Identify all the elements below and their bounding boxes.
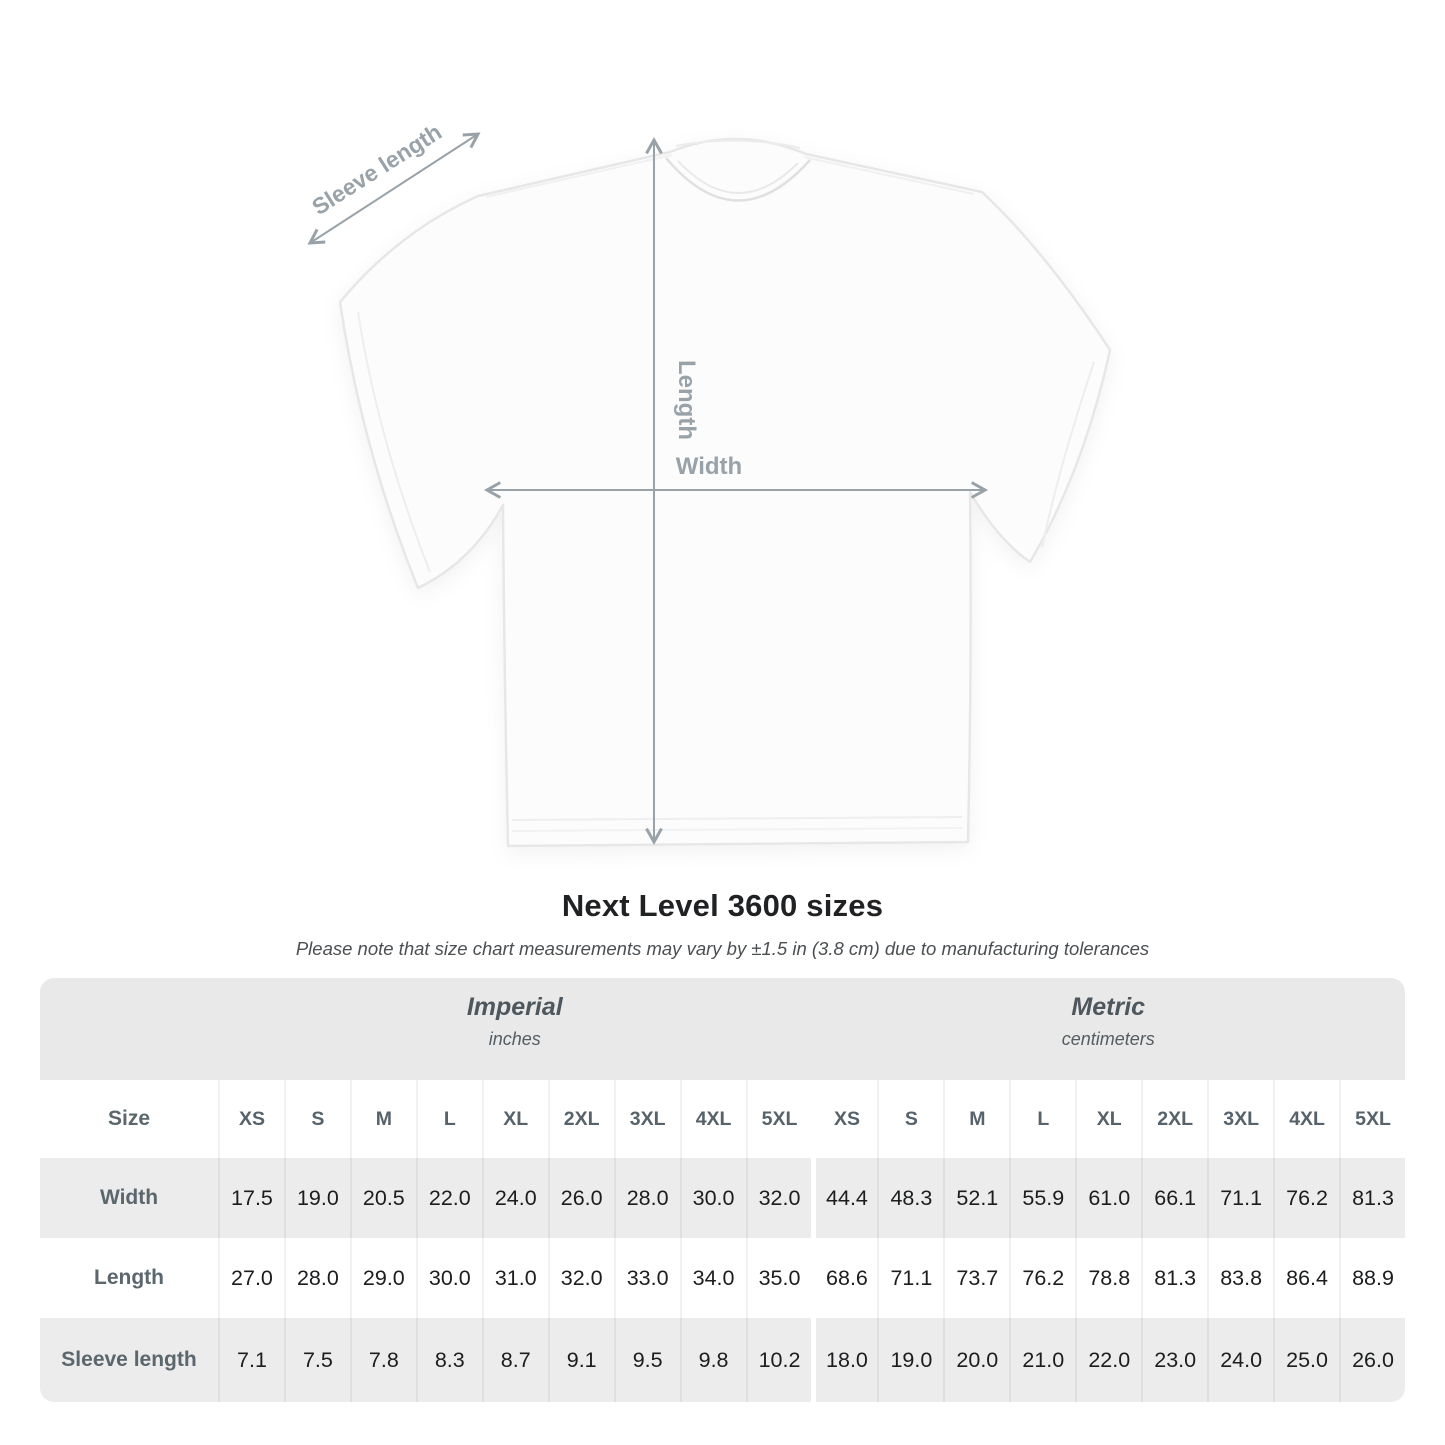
size-header-metric-s: S (877, 1080, 943, 1158)
value-metric-length-5xl: 88.9 (1339, 1238, 1405, 1318)
value-metric-length-m: 73.7 (943, 1238, 1009, 1318)
value-imperial-sleeve-length-5xl: 10.2 (746, 1318, 812, 1402)
value-imperial-width-m: 20.5 (350, 1158, 416, 1238)
value-imperial-length-xl: 31.0 (482, 1238, 548, 1318)
value-imperial-width-4xl: 30.0 (680, 1158, 746, 1238)
value-imperial-width-l: 22.0 (416, 1158, 482, 1238)
value-imperial-length-2xl: 32.0 (548, 1238, 614, 1318)
metric-group-header (812, 978, 1406, 1080)
value-imperial-width-xs: 17.5 (218, 1158, 284, 1238)
metric-label: Metric (1071, 993, 1146, 1021)
value-imperial-length-3xl: 33.0 (614, 1238, 680, 1318)
value-imperial-sleeve-length-s: 7.5 (284, 1318, 350, 1402)
value-metric-sleeve-length-l: 21.0 (1009, 1318, 1075, 1402)
value-imperial-width-xl: 24.0 (482, 1158, 548, 1238)
value-imperial-length-s: 28.0 (284, 1238, 350, 1318)
length-label: Length (673, 360, 700, 440)
value-imperial-length-xs: 27.0 (218, 1238, 284, 1318)
value-metric-sleeve-length-s: 19.0 (877, 1318, 943, 1402)
value-imperial-sleeve-length-m: 7.8 (350, 1318, 416, 1402)
size-header-imperial-m: M (350, 1080, 416, 1158)
value-metric-sleeve-length-4xl: 25.0 (1273, 1318, 1339, 1402)
value-metric-sleeve-length-xl: 22.0 (1075, 1318, 1141, 1402)
table-row-width (40, 1158, 1405, 1238)
size-header-metric-5xl: 5XL (1339, 1080, 1405, 1158)
tshirt-shape (340, 139, 1110, 846)
value-imperial-length-4xl: 34.0 (680, 1238, 746, 1318)
page-title: Next Level 3600 sizes (561, 888, 884, 923)
row-label-width: Width (99, 1186, 159, 1209)
value-metric-width-m: 52.1 (943, 1158, 1009, 1238)
size-header-imperial-xl: XL (482, 1080, 548, 1158)
value-imperial-width-3xl: 28.0 (614, 1158, 680, 1238)
row-label-length: Length (94, 1266, 164, 1289)
value-imperial-length-5xl: 35.0 (746, 1238, 812, 1318)
value-metric-length-xl: 78.8 (1075, 1238, 1141, 1318)
value-metric-width-5xl: 81.3 (1339, 1158, 1405, 1238)
value-imperial-length-m: 29.0 (350, 1238, 416, 1318)
sleeve-length-label: Sleeve length (307, 118, 447, 221)
size-header-metric-4xl: 4XL (1273, 1080, 1339, 1158)
value-metric-length-2xl: 81.3 (1141, 1238, 1207, 1318)
value-metric-length-3xl: 83.8 (1207, 1238, 1273, 1318)
table-row-length (40, 1238, 1405, 1318)
value-metric-length-xs: 68.6 (811, 1238, 877, 1318)
value-imperial-sleeve-length-4xl: 9.8 (680, 1318, 746, 1402)
size-header-imperial-xs: XS (218, 1080, 284, 1158)
size-header-imperial-s: S (284, 1080, 350, 1158)
size-chart-table (40, 978, 1405, 1402)
value-metric-width-xl: 61.0 (1075, 1158, 1141, 1238)
value-imperial-sleeve-length-xl: 8.7 (482, 1318, 548, 1402)
value-imperial-sleeve-length-3xl: 9.5 (614, 1318, 680, 1402)
size-header-metric-l: L (1009, 1080, 1075, 1158)
value-imperial-length-l: 30.0 (416, 1238, 482, 1318)
value-metric-sleeve-length-2xl: 23.0 (1141, 1318, 1207, 1402)
value-metric-sleeve-length-3xl: 24.0 (1207, 1318, 1273, 1402)
value-metric-width-4xl: 76.2 (1273, 1158, 1339, 1238)
page-subtitle: Please note that size chart measurements may vary by ±1.5 in (3.8 cm) due to manufacturing tolerances (295, 938, 1150, 959)
size-header-metric-xl: XL (1075, 1080, 1141, 1158)
size-header-imperial-4xl: 4XL (680, 1080, 746, 1158)
value-imperial-width-5xl: 32.0 (746, 1158, 812, 1238)
value-metric-width-s: 48.3 (877, 1158, 943, 1238)
value-metric-sleeve-length-m: 20.0 (943, 1318, 1009, 1402)
value-metric-sleeve-length-xs: 18.0 (811, 1318, 877, 1402)
row-label-sleeve-length: Sleeve length (61, 1348, 197, 1371)
value-metric-sleeve-length-5xl: 26.0 (1339, 1318, 1405, 1402)
value-metric-length-4xl: 86.4 (1273, 1238, 1339, 1318)
imperial-unit-label: inches (488, 1029, 541, 1049)
size-header-metric-xs: XS (811, 1080, 877, 1158)
size-header-imperial-3xl: 3XL (614, 1080, 680, 1158)
value-imperial-sleeve-length-2xl: 9.1 (548, 1318, 614, 1402)
size-header-imperial-2xl: 2XL (548, 1080, 614, 1158)
imperial-group-header (218, 978, 812, 1080)
size-header-metric-2xl: 2XL (1141, 1080, 1207, 1158)
size-header-metric-3xl: 3XL (1207, 1080, 1273, 1158)
value-imperial-width-2xl: 26.0 (548, 1158, 614, 1238)
units-band-spacer (40, 978, 218, 1080)
value-metric-width-l: 55.9 (1009, 1158, 1075, 1238)
size-header-row (40, 1080, 1405, 1158)
width-label: Width (675, 453, 743, 480)
value-metric-width-xs: 44.4 (811, 1158, 877, 1238)
value-imperial-width-s: 19.0 (284, 1158, 350, 1238)
value-imperial-sleeve-length-l: 8.3 (416, 1318, 482, 1402)
size-header-imperial-5xl: 5XL (746, 1080, 812, 1158)
value-metric-width-2xl: 66.1 (1141, 1158, 1207, 1238)
value-metric-length-s: 71.1 (877, 1238, 943, 1318)
size-header-imperial-l: L (416, 1080, 482, 1158)
value-imperial-sleeve-length-xs: 7.1 (218, 1318, 284, 1402)
size-header-metric-m: M (943, 1080, 1009, 1158)
metric-unit-label: centimeters (1061, 1029, 1155, 1049)
size-corner-label: Size (107, 1107, 151, 1130)
value-metric-length-l: 76.2 (1009, 1238, 1075, 1318)
imperial-label: Imperial (466, 993, 563, 1021)
value-metric-width-3xl: 71.1 (1207, 1158, 1273, 1238)
units-band (40, 978, 1405, 1080)
table-row-sleeve-length (40, 1318, 1405, 1402)
